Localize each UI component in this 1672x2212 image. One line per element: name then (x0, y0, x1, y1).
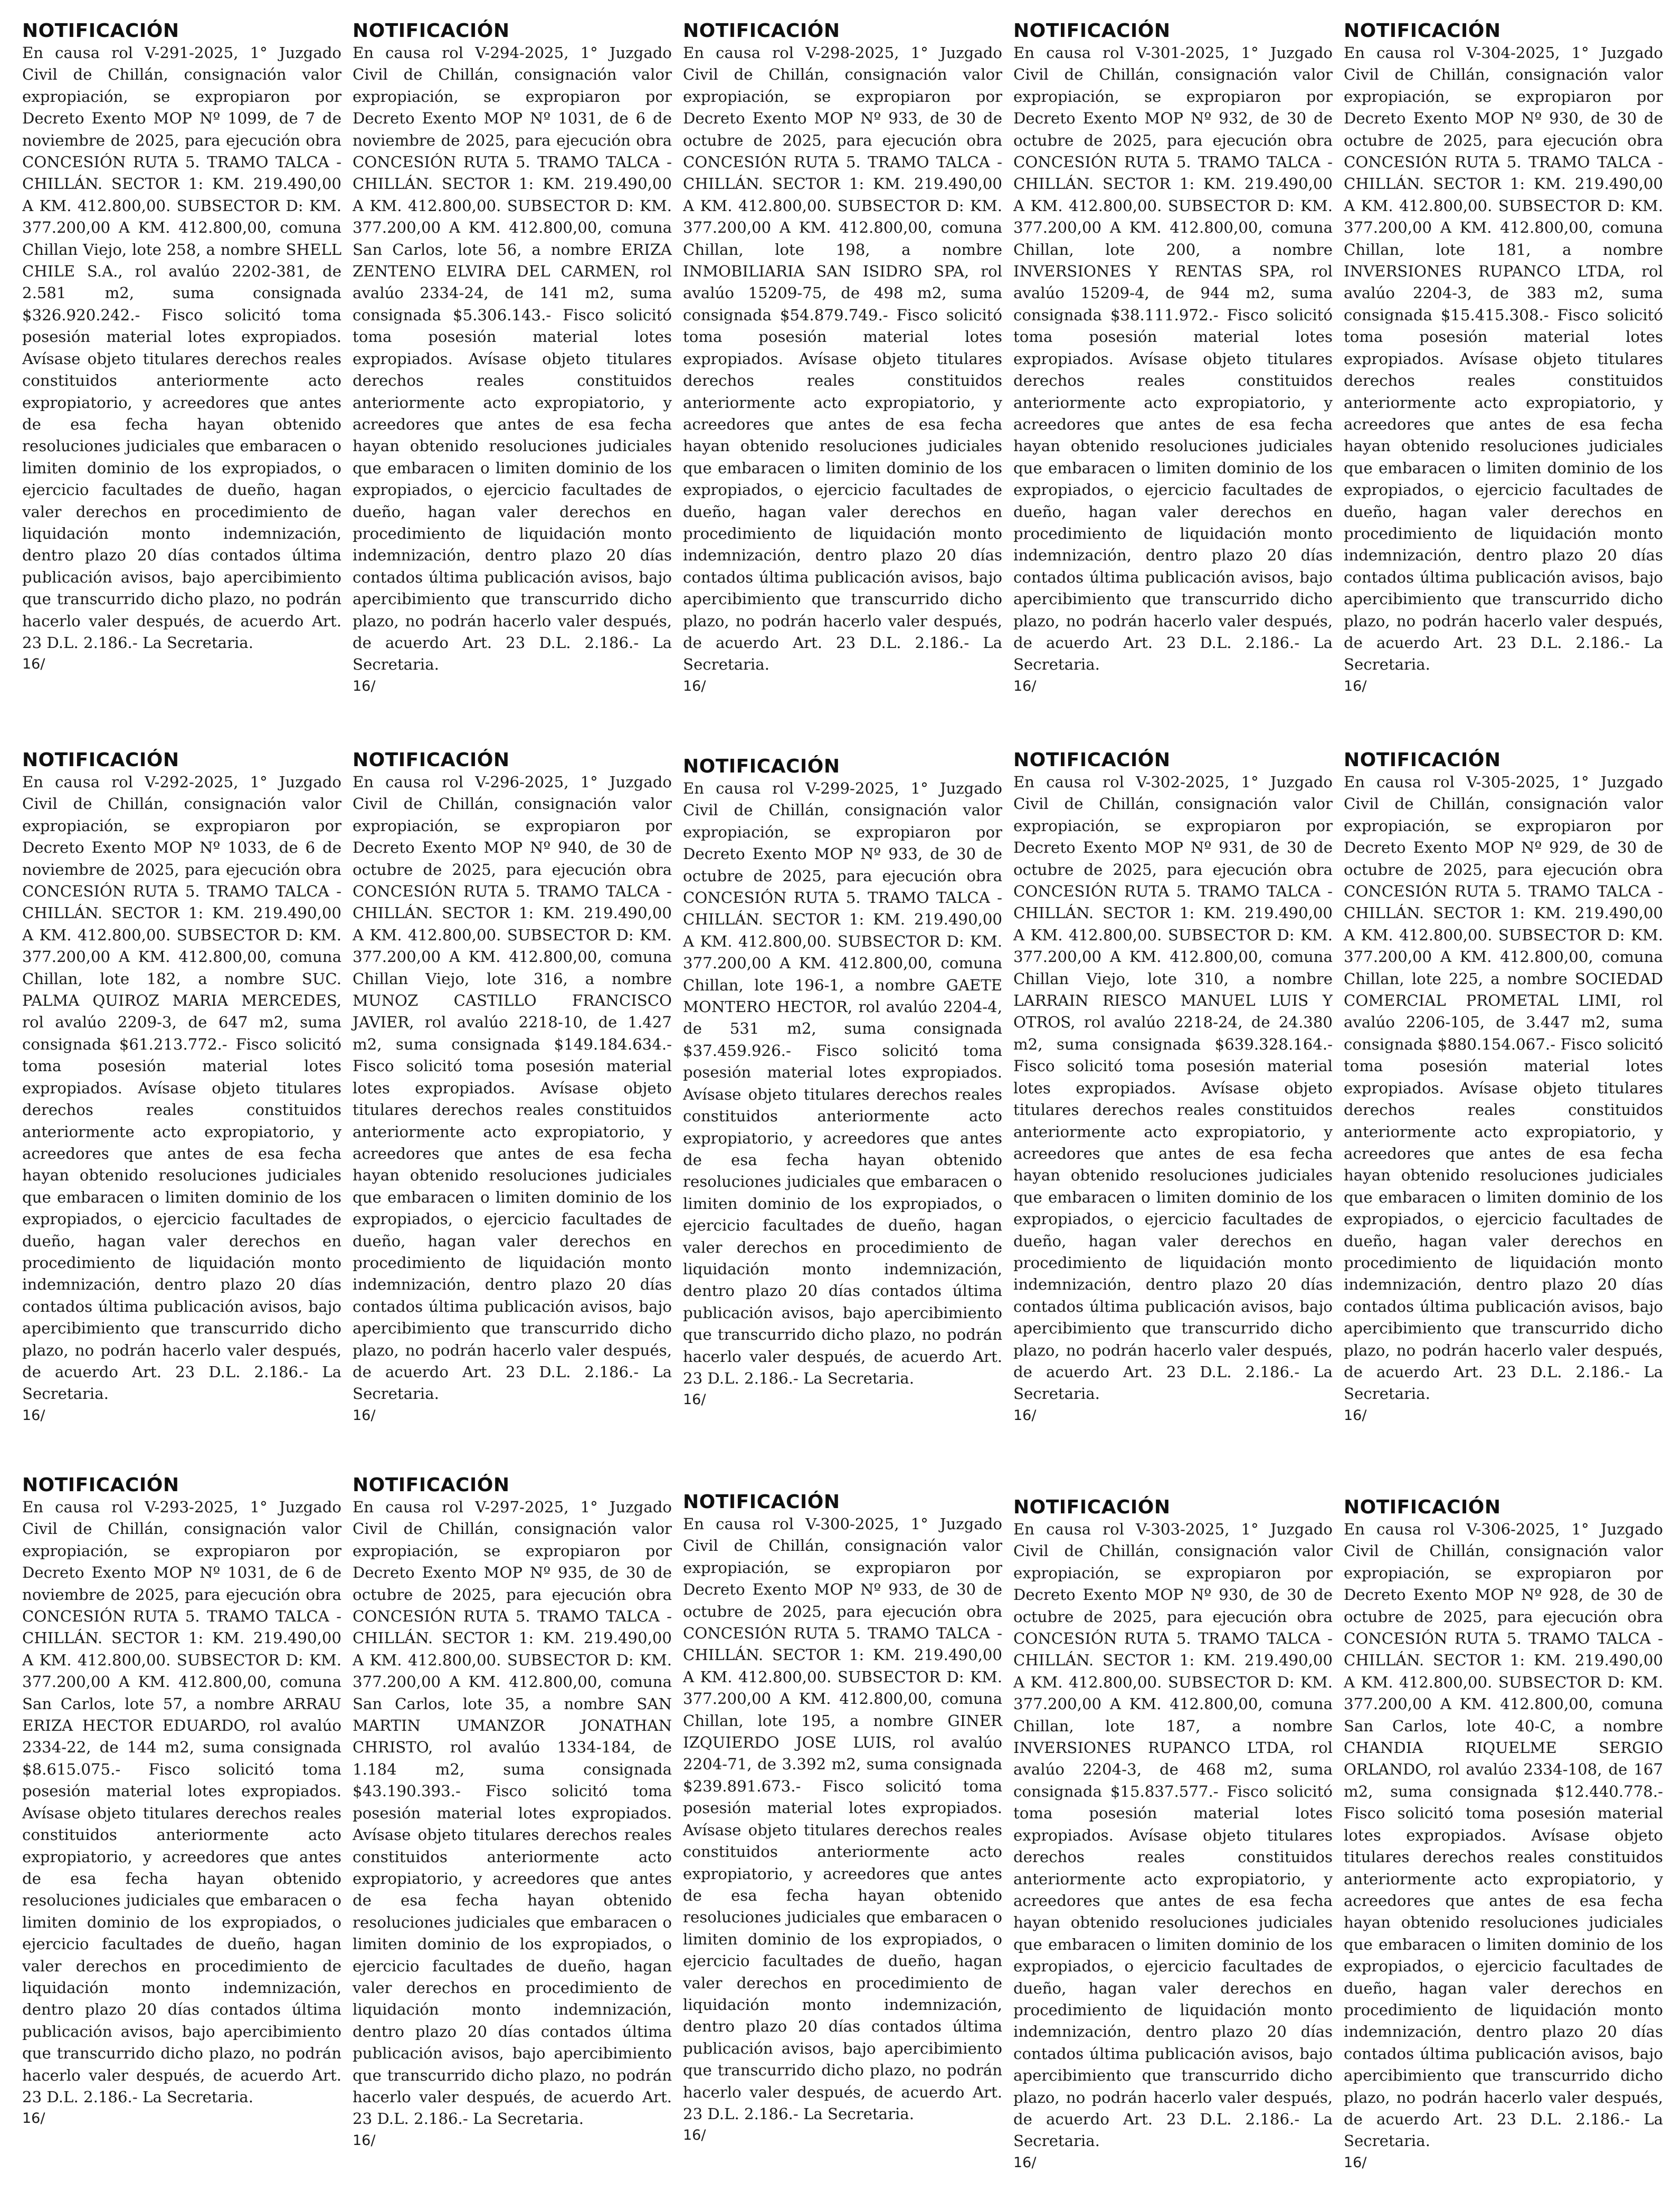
notice-body: En causa rol V-303-2025, 1° Juzgado Civil de Chillán, consignación valor expropiación, se expropiaron por Decreto Exento MOP Nº 930, de 30 de octubre de 2025, para ejecución obra CONCESIÓN RUTA 5. TRAMO TALCA - CHILLÁN. SECTOR 1: KM. 219.490,00 A KM. 412.800,00. SUBSECTOR D: KM. 377.200,00 A KM. 412.800,00, comuna Chillan, lote 187, a nombre INVERSIONES RUPANCO LTDA, rol avalúo 2204-3, de 468 m2, suma consignada $15.837.577.- Fisco solicitó toma posesión material lotes expropiados. Avísase objeto titulares derechos reales constituidos anteriormente acto expropiatorio, y acreedores que antes de esa fecha hayan obtenido resoluciones judiciales que embaracen o limiten dominio de los expropiados, o ejercicio facultades de dueño, hagan valer derechos en procedimiento de liquidación monto indemnización, dentro plazo 20 días contados última publicación avisos, bajo apercibimiento que transcurrido dicho plazo, no podrán hacerlo valer después, de acuerdo Art. 23 D.L. 2.186.- La Secretaria. (1013, 1520, 1333, 2150)
notice-code: 16/ (1344, 2154, 1367, 2171)
notice-code: 16/ (1013, 2154, 1037, 2171)
notice-code: 16/ (22, 2110, 45, 2127)
notice-code: 16/ (22, 656, 45, 673)
notice-heading: NOTIFICACIÓN (22, 749, 179, 771)
notice-body: En causa rol V-304-2025, 1° Juzgado Civil de Chillán, consignación valor expropiación, se expropiaron por Decreto Exento MOP Nº 930, de 30 de octubre de 2025, para ejecución obra CONCESIÓN RUTA 5. TRAMO TALCA - CHILLÁN. SECTOR 1: KM. 219.490,00 A KM. 412.800,00. SUBSECTOR D: KM. 377.200,00 A KM. 412.800,00, comuna Chillan, lote 181, a nombre INVERSIONES RUPANCO LTDA, rol avalúo 2204-3, de 383 m2, suma consignada $15.415.308.- Fisco solicitó toma posesión material lotes expropiados. Avísase objeto titulares derechos reales constituidos anteriormente acto expropiatorio, y acreedores que antes de esa fecha hayan obtenido resoluciones judiciales que embaracen o limiten dominio de los expropiados, o ejercicio facultades de dueño, hagan valer derechos en procedimiento de liquidación monto indemnización, dentro plazo 20 días contados última publicación avisos, bajo apercibimiento que transcurrido dicho plazo, no podrán hacerlo valer después, de acuerdo Art. 23 D.L. 2.186.- La Secretaria. (1344, 44, 1663, 674)
notice-body: En causa rol V-291-2025, 1° Juzgado Civil de Chillán, consignación valor expropiación, se expropiaron por Decreto Exento MOP Nº 1099, de 7 de noviembre de 2025, para ejecución obra CONCESIÓN RUTA 5. TRAMO TALCA - CHILLÁN. SECTOR 1: KM. 219.490,00 A KM. 412.800,00. SUBSECTOR D: KM. 377.200,00 A KM. 412.800,00, comuna Chillan Viejo, lote 258, a nombre SHELL CHILE S.A., rol avalúo 2202-381, de 2.581 m2, suma consignada $326.920.242.- Fisco solicitó toma posesión material lotes expropiados. Avísase objeto titulares derechos reales constituidos anteriormente acto expropiatorio, y acreedores que antes de esa fecha hayan obtenido resoluciones judiciales que embaracen o limiten dominio de los expropiados, o ejercicio facultades de dueño, hagan valer derechos en procedimiento de liquidación monto indemnización, dentro plazo 20 días contados última publicación avisos, bajo apercibimiento que transcurrido dicho plazo, no podrán hacerlo valer después, de acuerdo Art. 23 D.L. 2.186.- La Secretaria. (22, 44, 341, 652)
notice-code: 16/ (683, 678, 706, 694)
notice-heading: NOTIFICACIÓN (353, 1474, 510, 1496)
notice-code: 16/ (1013, 1407, 1037, 1424)
notice-heading: NOTIFICACIÓN (683, 20, 840, 42)
notice-code: 16/ (1344, 678, 1367, 694)
notice-11 (22, 1474, 341, 2127)
notice-heading: NOTIFICACIÓN (1344, 749, 1501, 771)
notice-heading: NOTIFICACIÓN (683, 1491, 840, 1513)
notice-body: En causa rol V-296-2025, 1° Juzgado Civil de Chillán, consignación valor expropiación, se expropiaron por Decreto Exento MOP Nº 940, de 30 de octubre de 2025, para ejecución obra CONCESIÓN RUTA 5. TRAMO TALCA - CHILLÁN. SECTOR 1: KM. 219.490,00 A KM. 412.800,00. SUBSECTOR D: KM. 377.200,00 A KM. 412.800,00, comuna Chillan Viejo, lote 316, a nombre MUNOZ CASTILLO FRANCISCO JAVIER, rol avalúo 2218-10, de 1.427 m2, suma consignada $149.184.634.- Fisco solicitó toma posesión material lotes expropiados. Avísase objeto titulares derechos reales constituidos anteriormente acto expropiatorio, y acreedores que antes de esa fecha hayan obtenido resoluciones judiciales que embaracen o limiten dominio de los expropiados, o ejercicio facultades de dueño, hagan valer derechos en procedimiento de liquidación monto indemnización, dentro plazo 20 días contados última publicación avisos, bajo apercibimiento que transcurrido dicho plazo, no podrán hacerlo valer después, de acuerdo Art. 23 D.L. 2.186.- La Secretaria. (353, 773, 672, 1403)
notice-heading: NOTIFICACIÓN (1344, 20, 1501, 42)
notice-2 (353, 20, 672, 695)
notice-5 (1344, 20, 1663, 695)
notice-13 (683, 1491, 1002, 2144)
notice-code: 16/ (353, 678, 376, 694)
notice-heading: NOTIFICACIÓN (1013, 1496, 1171, 1518)
notice-body: En causa rol V-299-2025, 1° Juzgado Civil de Chillán, consignación valor expropiación, se expropiaron por Decreto Exento MOP Nº 933, de 30 de octubre de 2025, para ejecución obra CONCESIÓN RUTA 5. TRAMO TALCA - CHILLÁN. SECTOR 1: KM. 219.490,00 A KM. 412.800,00. SUBSECTOR D: KM. 377.200,00 A KM. 412.800,00, comuna Chillan, lote 196-1, a nombre GAETE MONTERO HECTOR, rol avalúo 2204-4, de 531 m2, suma consignada $37.459.926.- Fisco solicitó toma posesión material lotes expropiados. Avísase objeto titulares derechos reales constituidos anteriormente acto expropiatorio, y acreedores que antes de esa fecha hayan obtenido resoluciones judiciales que embaracen o limiten dominio de los expropiados, o ejercicio facultades de dueño, hagan valer derechos en procedimiento de liquidación monto indemnización, dentro plazo 20 días contados última publicación avisos, bajo apercibimiento que transcurrido dicho plazo, no podrán hacerlo valer después, de acuerdo Art. 23 D.L. 2.186.- La Secretaria. (683, 779, 1002, 1387)
notice-body: En causa rol V-301-2025, 1° Juzgado Civil de Chillán, consignación valor expropiación, se expropiaron por Decreto Exento MOP Nº 932, de 30 de octubre de 2025, para ejecución obra CONCESIÓN RUTA 5. TRAMO TALCA - CHILLÁN. SECTOR 1: KM. 219.490,00 A KM. 412.800,00. SUBSECTOR D: KM. 377.200,00 A KM. 412.800,00, comuna Chillan, lote 200, a nombre INVERSIONES Y RENTAS SPA, rol avalúo 15209-4, de 944 m2, suma consignada $38.111.972.- Fisco solicitó toma posesión material lotes expropiados. Avísase objeto titulares derechos reales constituidos anteriormente acto expropiatorio, y acreedores que antes de esa fecha hayan obtenido resoluciones judiciales que embaracen o limiten dominio de los expropiados, o ejercicio facultades de dueño, hagan valer derechos en procedimiento de liquidación monto indemnización, dentro plazo 20 días contados última publicación avisos, bajo apercibimiento que transcurrido dicho plazo, no podrán hacerlo valer después, de acuerdo Art. 23 D.L. 2.186.- La Secretaria. (1013, 44, 1333, 674)
notice-heading: NOTIFICACIÓN (353, 749, 510, 771)
notice-heading: NOTIFICACIÓN (22, 20, 179, 42)
notice-code: 16/ (1344, 1407, 1367, 1424)
notice-3 (683, 20, 1002, 695)
notice-code: 16/ (353, 2132, 376, 2149)
notice-code: 16/ (22, 1407, 45, 1424)
notice-heading: NOTIFICACIÓN (1013, 20, 1171, 42)
notice-code: 16/ (353, 1407, 376, 1424)
notice-body: En causa rol V-298-2025, 1° Juzgado Civil de Chillán, consignación valor expropiación, se expropiaron por Decreto Exento MOP Nº 933, de 30 de octubre de 2025, para ejecución obra CONCESIÓN RUTA 5. TRAMO TALCA - CHILLÁN. SECTOR 1: KM. 219.490,00 A KM. 412.800,00. SUBSECTOR D: KM. 377.200,00 A KM. 412.800,00, comuna Chillan, lote 198, a nombre INMOBILIARIA SAN ISIDRO SPA, rol avalúo 15209-75, de 498 m2, suma consignada $54.879.749.- Fisco solicitó toma posesión material lotes expropiados. Avísase objeto titulares derechos reales constituidos anteriormente acto expropiatorio, y acreedores que antes de esa fecha hayan obtenido resoluciones judiciales que embaracen o limiten dominio de los expropiados, o ejercicio facultades de dueño, hagan valer derechos en procedimiento de liquidación monto indemnización, dentro plazo 20 días contados última publicación avisos, bajo apercibimiento que transcurrido dicho plazo, no podrán hacerlo valer después, de acuerdo Art. 23 D.L. 2.186.- La Secretaria. (683, 44, 1002, 674)
notice-code: 16/ (1013, 678, 1037, 694)
notice-8 (683, 756, 1002, 1408)
notice-heading: NOTIFICACIÓN (22, 1474, 179, 1496)
notice-14 (1013, 1496, 1333, 2171)
notice-body: En causa rol V-292-2025, 1° Juzgado Civil de Chillán, consignación valor expropiación, se expropiaron por Decreto Exento MOP Nº 1033, de 6 de noviembre de 2025, para ejecución obra CONCESIÓN RUTA 5. TRAMO TALCA - CHILLÁN. SECTOR 1: KM. 219.490,00 A KM. 412.800,00. SUBSECTOR D: KM. 377.200,00 A KM. 412.800,00, comuna Chillan, lote 182, a nombre SUC. PALMA QUIROZ MARIA MERCEDES, rol avalúo 2209-3, de 647 m2, suma consignada $61.213.772.- Fisco solicitó toma posesión material lotes expropiados. Avísase objeto titulares derechos reales constituidos anteriormente acto expropiatorio, y acreedores que antes de esa fecha hayan obtenido resoluciones judiciales que embaracen o limiten dominio de los expropiados, o ejercicio facultades de dueño, hagan valer derechos en procedimiento de liquidación monto indemnización, dentro plazo 20 días contados última publicación avisos, bajo apercibimiento que transcurrido dicho plazo, no podrán hacerlo valer después, de acuerdo Art. 23 D.L. 2.186.- La Secretaria. (22, 773, 341, 1403)
notice-body: En causa rol V-305-2025, 1° Juzgado Civil de Chillán, consignación valor expropiación, se expropiaron por Decreto Exento MOP Nº 929, de 30 de octubre de 2025, para ejecución obra CONCESIÓN RUTA 5. TRAMO TALCA - CHILLÁN. SECTOR 1: KM. 219.490,00 A KM. 412.800,00. SUBSECTOR D: KM. 377.200,00 A KM. 412.800,00, comuna Chillan, lote 225, a nombre SOCIEDAD COMERCIAL PROMETAL LIMI, rol avalúo 2206-105, de 3.447 m2, suma consignada $880.154.067.- Fisco solicitó toma posesión material lotes expropiados. Avísase objeto titulares derechos reales constituidos anteriormente acto expropiatorio, y acreedores que antes de esa fecha hayan obtenido resoluciones judiciales que embaracen o limiten dominio de los expropiados, o ejercicio facultades de dueño, hagan valer derechos en procedimiento de liquidación monto indemnización, dentro plazo 20 días contados última publicación avisos, bajo apercibimiento que transcurrido dicho plazo, no podrán hacerlo valer después, de acuerdo Art. 23 D.L. 2.186.- La Secretaria. (1344, 773, 1663, 1403)
notice-10 (1344, 749, 1663, 1424)
notice-heading: NOTIFICACIÓN (1013, 749, 1171, 771)
notice-heading: NOTIFICACIÓN (353, 20, 510, 42)
notice-9 (1013, 749, 1333, 1424)
notice-1 (22, 20, 341, 673)
notice-4 (1013, 20, 1333, 695)
notice-code: 16/ (683, 2127, 706, 2144)
notice-12 (353, 1474, 672, 2149)
notice-body: En causa rol V-297-2025, 1° Juzgado Civil de Chillán, consignación valor expropiación, se expropiaron por Decreto Exento MOP Nº 935, de 30 de octubre de 2025, para ejecución obra CONCESIÓN RUTA 5. TRAMO TALCA - CHILLÁN. SECTOR 1: KM. 219.490,00 A KM. 412.800,00. SUBSECTOR D: KM. 377.200,00 A KM. 412.800,00, comuna San Carlos, lote 35, a nombre SAN MARTIN UMANZOR JONATHAN CHRISTO, rol avalúo 1334-184, de 1.184 m2, suma consignada $43.190.393.- Fisco solicitó toma posesión material lotes expropiados. Avísase objeto titulares derechos reales constituidos anteriormente acto expropiatorio, y acreedores que antes de esa fecha hayan obtenido resoluciones judiciales que embaracen o limiten dominio de los expropiados, o ejercicio facultades de dueño, hagan valer derechos en procedimiento de liquidación monto indemnización, dentro plazo 20 días contados última publicación avisos, bajo apercibimiento que transcurrido dicho plazo, no podrán hacerlo valer después, de acuerdo Art. 23 D.L. 2.186.- La Secretaria. (353, 1498, 672, 2128)
notice-7 (353, 749, 672, 1424)
notice-heading: NOTIFICACIÓN (1344, 1496, 1501, 1518)
notice-body: En causa rol V-294-2025, 1° Juzgado Civil de Chillán, consignación valor expropiación, se expropiaron por Decreto Exento MOP Nº 1031, de 6 de noviembre de 2025, para ejecución obra CONCESIÓN RUTA 5. TRAMO TALCA - CHILLÁN. SECTOR 1: KM. 219.490,00 A KM. 412.800,00. SUBSECTOR D: KM. 377.200,00 A KM. 412.800,00, comuna San Carlos, lote 56, a nombre ERIZA ZENTENO ELVIRA DEL CARMEN, rol avalúo 2334-24, de 141 m2, suma consignada $5.306.143.- Fisco solicitó toma posesión material lotes expropiados. Avísase objeto titulares derechos reales constituidos anteriormente acto expropiatorio, y acreedores que antes de esa fecha hayan obtenido resoluciones judiciales que embaracen o limiten dominio de los expropiados, o ejercicio facultades de dueño, hagan valer derechos en procedimiento de liquidación monto indemnización, dentro plazo 20 días contados última publicación avisos, bajo apercibimiento que transcurrido dicho plazo, no podrán hacerlo valer después, de acuerdo Art. 23 D.L. 2.186.- La Secretaria. (353, 44, 672, 674)
notice-body: En causa rol V-300-2025, 1° Juzgado Civil de Chillán, consignación valor expropiación, se expropiaron por Decreto Exento MOP Nº 933, de 30 de octubre de 2025, para ejecución obra CONCESIÓN RUTA 5. TRAMO TALCA - CHILLÁN. SECTOR 1: KM. 219.490,00 A KM. 412.800,00. SUBSECTOR D: KM. 377.200,00 A KM. 412.800,00, comuna Chillan, lote 195, a nombre GINER IZQUIERDO JOSE LUIS, rol avalúo 2204-71, de 3.392 m2, suma consignada $239.891.673.- Fisco solicitó toma posesión material lotes expropiados. Avísase objeto titulares derechos reales constituidos anteriormente acto expropiatorio, y acreedores que antes de esa fecha hayan obtenido resoluciones judiciales que embaracen o limiten dominio de los expropiados, o ejercicio facultades de dueño, hagan valer derechos en procedimiento de liquidación monto indemnización, dentro plazo 20 días contados última publicación avisos, bajo apercibimiento que transcurrido dicho plazo, no podrán hacerlo valer después, de acuerdo Art. 23 D.L. 2.186.- La Secretaria. (683, 1515, 1002, 2123)
notice-body: En causa rol V-306-2025, 1° Juzgado Civil de Chillán, consignación valor expropiación, se expropiaron por Decreto Exento MOP Nº 928, de 30 de octubre de 2025, para ejecución obra CONCESIÓN RUTA 5. TRAMO TALCA - CHILLÁN. SECTOR 1: KM. 219.490,00 A KM. 412.800,00. SUBSECTOR D: KM. 377.200,00 A KM. 412.800,00, comuna San Carlos, lote 40-C, a nombre CHANDIA RIQUELME SERGIO ORLANDO, rol avalúo 2334-108, de 167 m2, suma consignada $12.440.778.- Fisco solicitó toma posesión material lotes expropiados. Avísase objeto titulares derechos reales constituidos anteriormente acto expropiatorio, y acreedores que antes de esa fecha hayan obtenido resoluciones judiciales que embaracen o limiten dominio de los expropiados, o ejercicio facultades de dueño, hagan valer derechos en procedimiento de liquidación monto indemnización, dentro plazo 20 días contados última publicación avisos, bajo apercibimiento que transcurrido dicho plazo, no podrán hacerlo valer después, de acuerdo Art. 23 D.L. 2.186.- La Secretaria. (1344, 1520, 1663, 2150)
notice-body: En causa rol V-293-2025, 1° Juzgado Civil de Chillán, consignación valor expropiación, se expropiaron por Decreto Exento MOP Nº 1031, de 6 de noviembre de 2025, para ejecución obra CONCESIÓN RUTA 5. TRAMO TALCA - CHILLÁN. SECTOR 1: KM. 219.490,00 A KM. 412.800,00. SUBSECTOR D: KM. 377.200,00 A KM. 412.800,00, comuna San Carlos, lote 57, a nombre ARRAU ERIZA HECTOR EDUARDO, rol avalúo 2334-22, de 144 m2, suma consignada $8.615.075.- Fisco solicitó toma posesión material lotes expropiados. Avísase objeto titulares derechos reales constituidos anteriormente acto expropiatorio, y acreedores que antes de esa fecha hayan obtenido resoluciones judiciales que embaracen o limiten dominio de los expropiados, o ejercicio facultades de dueño, hagan valer derechos en procedimiento de liquidación monto indemnización, dentro plazo 20 días contados última publicación avisos, bajo apercibimiento que transcurrido dicho plazo, no podrán hacerlo valer después, de acuerdo Art. 23 D.L. 2.186.- La Secretaria. (22, 1498, 341, 2106)
notice-heading: NOTIFICACIÓN (683, 756, 840, 777)
notice-15 (1344, 1496, 1663, 2171)
notice-code: 16/ (683, 1391, 706, 1408)
notice-6 (22, 749, 341, 1424)
notice-body: En causa rol V-302-2025, 1° Juzgado Civil de Chillán, consignación valor expropiación, se expropiaron por Decreto Exento MOP Nº 931, de 30 de octubre de 2025, para ejecución obra CONCESIÓN RUTA 5. TRAMO TALCA - CHILLÁN. SECTOR 1: KM. 219.490,00 A KM. 412.800,00. SUBSECTOR D: KM. 377.200,00 A KM. 412.800,00, comuna Chillan Viejo, lote 310, a nombre LARRAIN RIESCO MANUEL LUIS Y OTROS, rol avalúo 2218-24, de 24.380 m2, suma consignada $639.328.164.- Fisco solicitó toma posesión material lotes expropiados. Avísase objeto titulares derechos reales constituidos anteriormente acto expropiatorio, y acreedores que antes de esa fecha hayan obtenido resoluciones judiciales que embaracen o limiten dominio de los expropiados, o ejercicio facultades de dueño, hagan valer derechos en procedimiento de liquidación monto indemnización, dentro plazo 20 días contados última publicación avisos, bajo apercibimiento que transcurrido dicho plazo, no podrán hacerlo valer después, de acuerdo Art. 23 D.L. 2.186.- La Secretaria. (1013, 773, 1333, 1403)
